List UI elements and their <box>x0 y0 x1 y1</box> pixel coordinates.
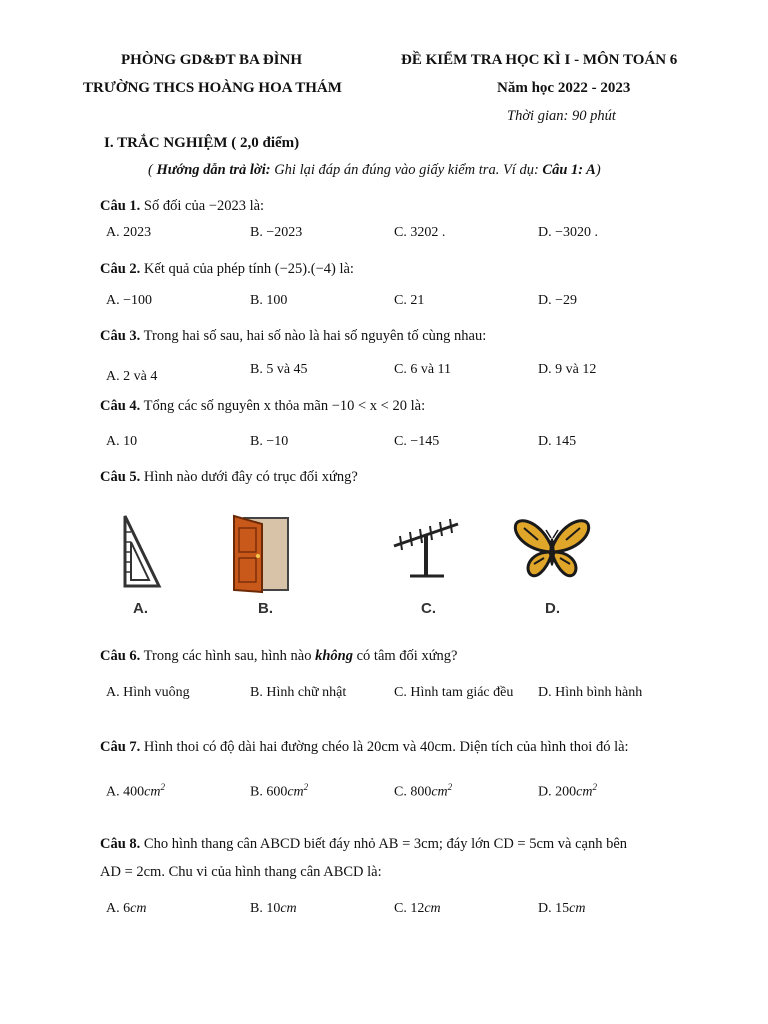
door-icon <box>228 512 294 594</box>
q4-option-d: D. 145 <box>538 434 577 449</box>
school-name: TRƯỜNG THCS HOÀNG HOA THÁM <box>83 80 342 96</box>
q6-option-b: B. Hình chữ nhật <box>250 685 347 700</box>
question-6: Câu 6. Trong các hình sau, hình nào không có tâm đối xứng? <box>100 648 458 664</box>
q3-option-b: B. 5 và 45 <box>250 362 308 377</box>
q3-option-c: C. 6 và 11 <box>394 362 452 377</box>
q3-option-a: A. 2 và 4 <box>106 369 158 384</box>
q2-option-a: A. −100 <box>106 293 153 308</box>
q8-option-d: D. 15cm <box>538 901 586 916</box>
q1-option-b: B. −2023 <box>250 225 303 240</box>
q7-option-a: A. $400cm^2$ <box>106 782 165 800</box>
q8-option-b: B. 10cm <box>250 901 297 916</box>
question-8-line-2: AD = 2cm. Chu vi của hình thang cân ABCD là: <box>100 864 382 880</box>
q7-option-b: B. $600cm^2$ <box>250 782 309 800</box>
q8-option-c: C. 12cm <box>394 901 441 916</box>
figure-label-d: D. <box>545 600 560 617</box>
question-8-line-1: Câu 8. Cho hình thang cân ABCD biết đáy nhỏ AB = 3cm; đáy lớn CD = 5cm và cạnh bên <box>100 836 628 852</box>
q6-option-c: C. Hình tam giác đều <box>394 685 514 700</box>
exam-duration: Thời gian: 90 phút <box>507 108 616 124</box>
set-square-icon <box>115 512 165 594</box>
q2-option-b: B. 100 <box>250 293 288 308</box>
figure-label-b: B. <box>258 600 273 617</box>
question-4: Câu 4. Tổng các số nguyên x thỏa mãn −10 < x < 20 là: <box>100 398 426 414</box>
question-5: Câu 5. Hình nào dưới đây có trục đối xứng? <box>100 469 358 485</box>
q1-option-c: C. 3202 . <box>394 225 446 240</box>
q2-option-d: D. −29 <box>538 293 578 308</box>
q3-option-d: D. 9 và 12 <box>538 362 597 377</box>
q6-option-a: A. Hình vuông <box>106 685 190 700</box>
antenna-icon <box>388 512 464 584</box>
section-title: I. TRẮC NGHIỆM ( 2,0 điểm) <box>104 135 300 151</box>
exam-title: ĐỀ KIỂM TRA HỌC KÌ I - MÔN TOÁN 6 <box>401 52 678 68</box>
q2-option-c: C. 21 <box>394 293 425 308</box>
q4-option-a: A. 10 <box>106 434 138 449</box>
question-7: Câu 7. Hình thoi có độ dài hai đường chéo là 20cm và 40cm. Diện tích của hình thoi đó là: <box>100 739 629 755</box>
figure-label-c: C. <box>421 600 436 617</box>
school-department: PHÒNG GD&ĐT BA ĐÌNH <box>121 52 302 68</box>
q8-option-a: A. 6cm <box>106 901 147 916</box>
school-year: Năm học 2022 - 2023 <box>497 80 631 96</box>
answer-instructions: ( Hướng dẫn trả lời: Ghi lại đáp án đúng vào giấy kiểm tra. Ví dụ: Câu 1: A) <box>148 162 601 178</box>
question-2: Câu 2. Kết quả của phép tính (−25).(−4) là: <box>100 261 354 277</box>
q7-option-c: C. $800cm^2$ <box>394 782 453 800</box>
q4-option-b: B. −10 <box>250 434 289 449</box>
q7-option-d: D. $200cm^2$ <box>538 782 597 800</box>
q1-option-a: A. 2023 <box>106 225 152 240</box>
q6-option-d: D. Hình bình hành <box>538 685 643 700</box>
q4-option-c: C. −145 <box>394 434 440 449</box>
question-3: Câu 3. Trong hai số sau, hai số nào là hai số nguyên tố cùng nhau: <box>100 328 487 344</box>
question-1: Câu 1. Số đối của −2023 là: <box>100 198 265 214</box>
figure-label-a: A. <box>133 600 148 617</box>
butterfly-icon <box>512 516 592 582</box>
q1-option-d: D. −3020 . <box>538 225 599 240</box>
